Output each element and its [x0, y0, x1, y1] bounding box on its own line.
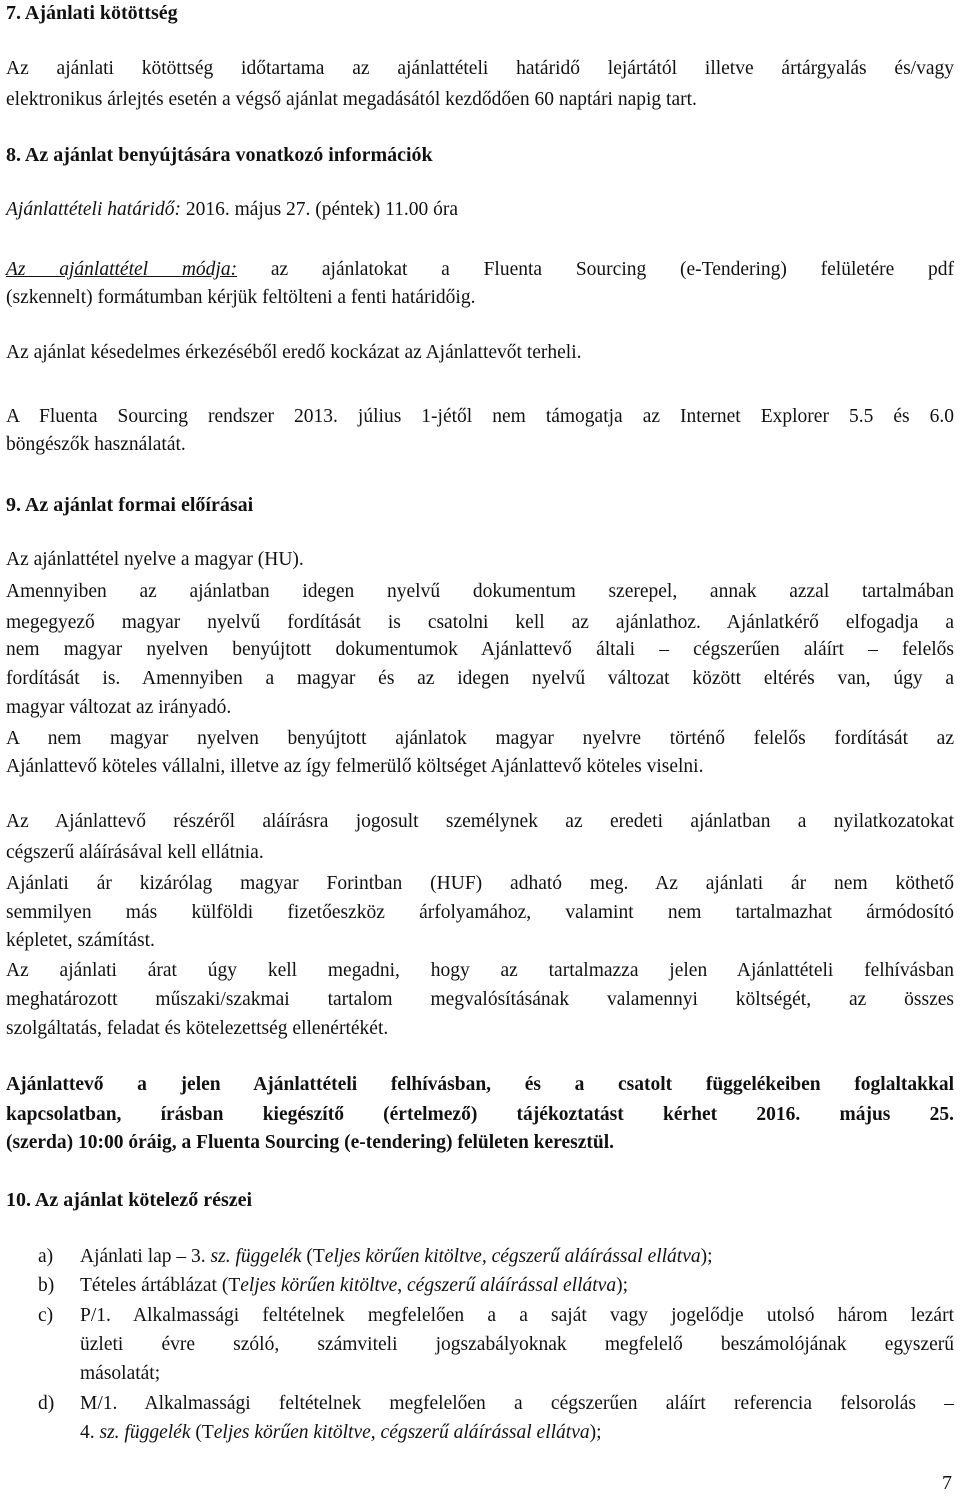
- risk-sentence: Az ajánlat késedelmes érkezéséből eredő kockázat az Ajánlattevőt terheli.: [6, 342, 582, 363]
- section-10-heading: 10. Az ajánlat kötelező részei: [6, 1189, 253, 1211]
- deadline-label: Ajánlattételi határidő:: [6, 199, 181, 220]
- s9-p4-line: semmilyen más külföldi fizetőeszköz árfolyamához, valamint nem tartalmazhat ármódosító: [6, 902, 954, 923]
- list-item-text: másolatát;: [80, 1363, 161, 1384]
- item-d-paren: (T: [190, 1422, 214, 1443]
- item-a-note: eljes körűen kitöltve, cégszerű aláírással ellátva: [324, 1246, 701, 1267]
- item-a-paren: (: [301, 1246, 313, 1267]
- item-d-note: eljes körűen kitöltve, cégszerű aláírással ellátva: [213, 1422, 590, 1443]
- s9-p5-line: szolgáltatás, feladat és kötelezettség ellenértékét.: [6, 1018, 389, 1039]
- list-item-label: a): [38, 1246, 54, 1267]
- item-a-t: T: [312, 1246, 325, 1267]
- s7-paragraph-line-2: elektronikus árlejtés esetén a végső ajánlat megadásától kezdődően 60 naptári napig tart.: [6, 89, 697, 110]
- list-item-text: [80, 1419, 954, 1446]
- item-a-end: );: [700, 1246, 713, 1267]
- section-8-heading: 8. Az ajánlat benyújtására vonatkozó információk: [6, 144, 433, 166]
- item-d-end: );: [589, 1422, 602, 1443]
- s9-p5-line: meghatározott műszaki/szakmai tartalom megvalósításának valamennyi költségét, az összes: [6, 989, 954, 1010]
- s9-p1-line: Amennyiben az ajánlatban idegen nyelvű dokumentum szerepel, annak azzal tartalmában: [6, 581, 954, 602]
- s7-paragraph-line-1: Az ajánlati kötöttség időtartama az ajánlattételi határidő lejártától illetve ártárgyalás és/vagy: [6, 58, 954, 79]
- mode-line-2: (szkennelt) formátumban kérjük feltölteni a fenti határidőig.: [6, 287, 476, 308]
- s9-p1-line: nem magyar nyelven benyújtott dokumentumok Ajánlattevő általi – cégszerűen aláírt – felelős: [6, 639, 954, 660]
- item-b-end: );: [616, 1275, 629, 1296]
- list-item-text: üzleti évre szóló, számviteli jogszabályoknak megfelelő beszámolójának egyszerű: [80, 1334, 954, 1355]
- list-item-text: [80, 1243, 954, 1270]
- list-item-text: M/1. Alkalmassági feltételnek megfelelően a cégszerűen aláírt referencia felsorolás –: [80, 1393, 954, 1414]
- s9-p2-line: Ajánlattevő köteles vállalni, illetve az így felmerülő költséget Ajánlattevő köteles viselni.: [6, 756, 704, 777]
- item-b-comma: ,: [397, 1275, 408, 1296]
- clarification-line: Ajánlattevő a jelen Ajánlattételi felhívásban, és a csatolt függelékeiben foglaltakkal: [6, 1074, 954, 1095]
- list-item-label: c): [38, 1305, 54, 1326]
- item-d-appendix: sz. függelék: [99, 1422, 191, 1443]
- list-item-text: P/1. Alkalmassági feltételnek megfelelően a a saját vagy jogelődje utolsó három lezárt: [80, 1305, 954, 1326]
- mode-label: Az ajánlattétel módja:: [6, 259, 238, 280]
- deadline-line: [6, 196, 954, 223]
- s9-p4-line: Ajánlati ár kizárólag magyar Forintban (HUF) adható meg. Az ajánlati ár nem köthető: [6, 873, 954, 894]
- s9-p1-line: megegyező magyar nyelvű fordítását is csatolni kell az ajánlathoz. Ajánlatkérő elfogadja a: [6, 612, 954, 633]
- ie-line-1: A Fluenta Sourcing rendszer 2013. július 1-jétől nem támogatja az Internet Explorer 5.5 és 6.0: [6, 406, 954, 427]
- s9-p1-line: magyar változat az irányadó.: [6, 697, 232, 718]
- s9-p5-line: Az ajánlati árat úgy kell megadni, hogy az tartalmazza jelen Ajánlattételi felhívásban: [6, 960, 954, 981]
- item-b-note-1: eljes körűen kitöltve: [240, 1275, 398, 1296]
- language-sentence: Az ajánlattétel nyelve a magyar (HU).: [6, 549, 304, 570]
- ie-line-2: böngészők használatát.: [6, 434, 186, 455]
- s9-p3-line: cégszerű aláírásával kell ellátnia.: [6, 842, 264, 863]
- list-item-label: d): [38, 1393, 55, 1414]
- item-a-appendix: sz. függelék: [210, 1246, 302, 1267]
- item-a-title: Ajánlati lap – 3.: [80, 1246, 211, 1267]
- s9-p4-line: képletet, számítást.: [6, 930, 155, 951]
- item-b-note-2: cégszerű aláírással ellátva: [407, 1275, 617, 1296]
- clarification-line: (szerda) 10:00 óráig, a Fluenta Sourcing (e-tendering) felületen keresztül.: [6, 1132, 615, 1153]
- s9-p3-line: Az Ajánlattevő részéről aláírásra jogosult személynek az eredeti ajánlatban a nyilatkozatokat: [6, 811, 954, 832]
- mode-line-1-text: az ajánlatokat a Fluenta Sourcing (e-Tendering) felületére pdf: [237, 259, 955, 280]
- list-item-label: b): [38, 1275, 55, 1296]
- section-7-heading: 7. Ajánlati kötöttség: [6, 2, 178, 24]
- clarification-line: kapcsolatban, írásban kiegészítő (értelmező) tájékoztatást kérhet 2016. május 25.: [6, 1104, 954, 1125]
- item-d-number: 4.: [80, 1422, 100, 1443]
- s9-p1-line: fordítását is. Amennyiben a magyar és az idegen nyelvű változat között eltérés van, úgy a: [6, 668, 954, 689]
- mode-line-1: [6, 256, 954, 283]
- page-number: 7: [942, 1472, 952, 1494]
- deadline-value: 2016. május 27. (péntek) 11.00 óra: [180, 199, 459, 220]
- s9-p2-line: A nem magyar nyelven benyújtott ajánlatok magyar nyelvre történő felelős fordítását az: [6, 728, 954, 749]
- list-item-text: [80, 1272, 954, 1299]
- item-b-title: Tételes ártáblázat (T: [80, 1275, 241, 1296]
- section-9-heading: 9. Az ajánlat formai előírásai: [6, 494, 254, 516]
